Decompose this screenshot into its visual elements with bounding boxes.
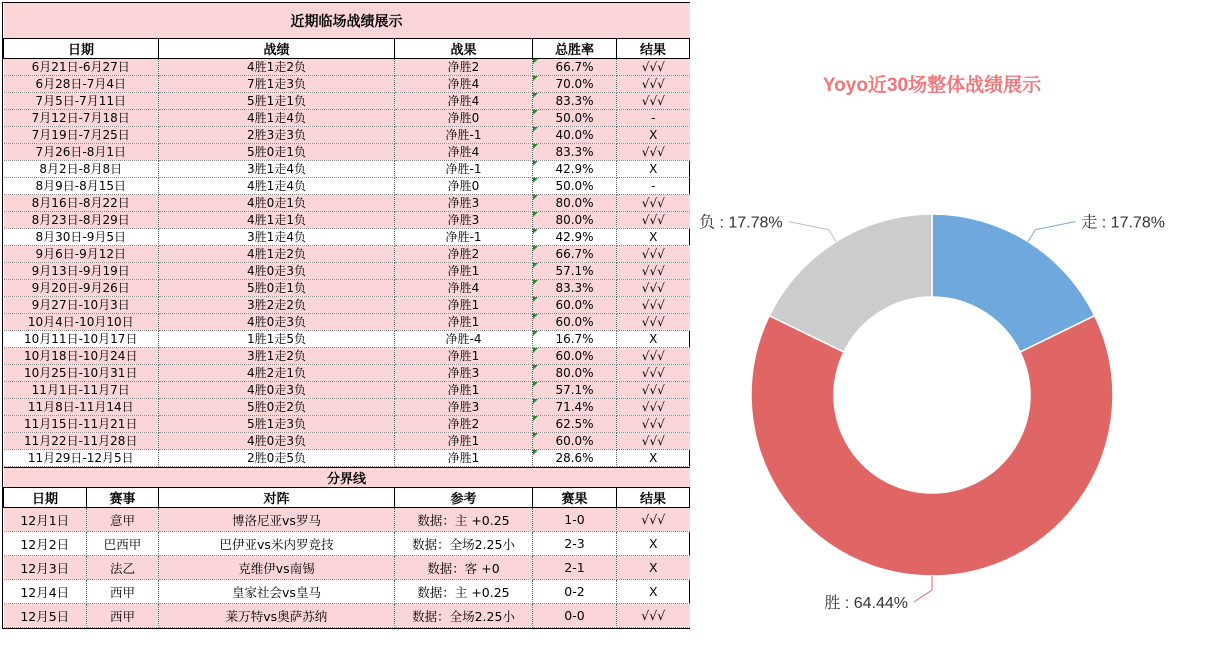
- cell-date: 9月6日-9月12日: [4, 246, 159, 263]
- match-row: [4, 580, 690, 604]
- cell-date: 7月19日-7月25日: [4, 127, 159, 144]
- match-cell-result: √√√: [617, 604, 690, 628]
- cell-record: 4胜1走4负: [159, 178, 395, 195]
- cell-net: 净胜4: [395, 76, 533, 93]
- cell-rate: 60.0%: [533, 314, 617, 331]
- cell-net: 净胜4: [395, 144, 533, 161]
- match-cell-teams: 皇家社会vs皇马: [159, 580, 395, 604]
- cell-rate: 83.3%: [533, 280, 617, 297]
- table-row: [4, 127, 690, 144]
- cell-record: 4胜1走4负: [159, 110, 395, 127]
- table-row: [4, 399, 690, 416]
- match-column-header: 赛事: [87, 488, 159, 508]
- cell-record: 4胜0走3负: [159, 314, 395, 331]
- cell-net: 净胜-1: [395, 161, 533, 178]
- cell-date: 6月21日-6月27日: [4, 59, 159, 76]
- match-cell-ref: 数据：全场2.25小: [395, 604, 533, 628]
- cell-result: -: [617, 178, 690, 195]
- cell-result: √√√: [617, 195, 690, 212]
- cell-result: √√√: [617, 433, 690, 450]
- table-row: [4, 314, 690, 331]
- cell-date: 8月23日-8月29日: [4, 212, 159, 229]
- column-header: 战绩: [159, 39, 395, 59]
- match-cell-result: √√√: [617, 508, 690, 532]
- cell-record: 5胜1走1负: [159, 93, 395, 110]
- cell-date: 11月1日-11月7日: [4, 382, 159, 399]
- cell-record: 1胜1走5负: [159, 331, 395, 348]
- match-row: [4, 508, 690, 532]
- cell-date: 11月15日-11月21日: [4, 416, 159, 433]
- cell-rate: 66.7%: [533, 59, 617, 76]
- cell-record: 5胜0走1负: [159, 280, 395, 297]
- match-column-header: 日期: [4, 488, 87, 508]
- match-row: [4, 556, 690, 580]
- cell-rate: 60.0%: [533, 433, 617, 450]
- cell-date: 11月29日-12月5日: [4, 450, 159, 467]
- match-cell-teams: 克维伊vs南锡: [159, 556, 395, 580]
- cell-result: √√√: [617, 416, 690, 433]
- match-cell-league: 西甲: [87, 580, 159, 604]
- cell-net: 净胜0: [395, 110, 533, 127]
- cell-net: 净胜1: [395, 314, 533, 331]
- cell-result: -: [617, 110, 690, 127]
- separator-row: 分界线: [4, 468, 690, 488]
- match-cell-teams: 博洛尼亚vs罗马: [159, 508, 395, 532]
- cell-date: 9月20日-9月26日: [4, 280, 159, 297]
- cell-rate: 80.0%: [533, 212, 617, 229]
- table-row: [4, 297, 690, 314]
- table-row: [4, 280, 690, 297]
- table-row: [4, 263, 690, 280]
- match-cell-date: 12月4日: [4, 580, 87, 604]
- cell-record: 4胜1走1负: [159, 212, 395, 229]
- cell-date: 10月11日-10月17日: [4, 331, 159, 348]
- cell-date: 7月26日-8月1日: [4, 144, 159, 161]
- cell-rate: 57.1%: [533, 263, 617, 280]
- cell-record: 3胜2走2负: [159, 297, 395, 314]
- cell-result: √√√: [617, 399, 690, 416]
- match-cell-result: X: [617, 532, 690, 556]
- match-column-header: 赛果: [533, 488, 617, 508]
- table-row: [4, 195, 690, 212]
- cell-record: 4胜0走1负: [159, 195, 395, 212]
- cell-rate: 70.0%: [533, 76, 617, 93]
- cell-record: 3胜1走4负: [159, 229, 395, 246]
- table-row: [4, 178, 690, 195]
- table-row: [4, 110, 690, 127]
- cell-result: √√√: [617, 314, 690, 331]
- cell-rate: 28.6%: [533, 450, 617, 467]
- table-row: [4, 246, 690, 263]
- table-row: [4, 144, 690, 161]
- cell-result: √√√: [617, 144, 690, 161]
- cell-rate: 62.5%: [533, 416, 617, 433]
- cell-rate: 80.0%: [533, 195, 617, 212]
- cell-date: 11月22日-11月28日: [4, 433, 159, 450]
- cell-date: 9月13日-9月19日: [4, 263, 159, 280]
- table-row: [4, 212, 690, 229]
- cell-date: 8月2日-8月8日: [4, 161, 159, 178]
- cell-net: 净胜3: [395, 212, 533, 229]
- table-row: [4, 59, 690, 76]
- cell-record: 4胜0走3负: [159, 382, 395, 399]
- match-cell-ref: 数据：主 +0.25: [395, 508, 533, 532]
- cell-rate: 16.7%: [533, 331, 617, 348]
- match-cell-ref: 数据：客 +0: [395, 556, 533, 580]
- table-row: [4, 365, 690, 382]
- match-row: [4, 604, 690, 628]
- cell-net: 净胜1: [395, 348, 533, 365]
- label-line: [1028, 222, 1075, 242]
- cell-result: √√√: [617, 263, 690, 280]
- table-row: [4, 76, 690, 93]
- cell-rate: 66.7%: [533, 246, 617, 263]
- cell-rate: 50.0%: [533, 178, 617, 195]
- table-row: [4, 331, 690, 348]
- cell-rate: 42.9%: [533, 229, 617, 246]
- cell-net: 净胜1: [395, 450, 533, 467]
- cell-result: √√√: [617, 280, 690, 297]
- cell-record: 4胜1走2负: [159, 59, 395, 76]
- slice-label: 走 : 17.78%: [1081, 214, 1165, 232]
- donut-chart: [690, 150, 1210, 620]
- table-row: [4, 416, 690, 433]
- cell-record: 5胜0走2负: [159, 399, 395, 416]
- cell-result: X: [617, 450, 690, 467]
- cell-date: 7月12日-7月18日: [4, 110, 159, 127]
- cell-date: 10月4日-10月10日: [4, 314, 159, 331]
- match-row: [4, 532, 690, 556]
- cell-result: X: [617, 161, 690, 178]
- column-header: 结果: [617, 39, 690, 59]
- cell-rate: 60.0%: [533, 348, 617, 365]
- match-cell-date: 12月2日: [4, 532, 87, 556]
- cell-net: 净胜4: [395, 280, 533, 297]
- match-cell-ref: 数据：全场2.25小: [395, 532, 533, 556]
- label-line: [789, 222, 836, 242]
- cell-net: 净胜-1: [395, 229, 533, 246]
- cell-date: 8月16日-8月22日: [4, 195, 159, 212]
- cell-result: √√√: [617, 382, 690, 399]
- cell-result: √√√: [617, 76, 690, 93]
- table-row: [4, 348, 690, 365]
- match-cell-result: X: [617, 580, 690, 604]
- cell-net: 净胜1: [395, 382, 533, 399]
- cell-rate: 50.0%: [533, 110, 617, 127]
- record-table: [2, 2, 690, 629]
- match-cell-teams: 莱万特vs奥萨苏纳: [159, 604, 395, 628]
- cell-net: 净胜1: [395, 263, 533, 280]
- table-title: 近期临场战绩展示: [4, 3, 690, 39]
- cell-record: 4胜2走1负: [159, 365, 395, 382]
- cell-net: 净胜2: [395, 59, 533, 76]
- match-cell-teams: 巴伊亚vs米内罗竞技: [159, 532, 395, 556]
- cell-record: 2胜0走5负: [159, 450, 395, 467]
- match-cell-score: 0-0: [533, 604, 617, 628]
- cell-net: 净胜2: [395, 416, 533, 433]
- cell-record: 4胜0走3负: [159, 263, 395, 280]
- pie-slice[interactable]: [751, 316, 1113, 576]
- cell-rate: 83.3%: [533, 93, 617, 110]
- column-header: 日期: [4, 39, 159, 59]
- cell-net: 净胜3: [395, 365, 533, 382]
- cell-record: 5胜0走1负: [159, 144, 395, 161]
- match-column-header: 对阵: [159, 488, 395, 508]
- table-row: [4, 433, 690, 450]
- cell-date: 8月9日-8月15日: [4, 178, 159, 195]
- cell-rate: 71.4%: [533, 399, 617, 416]
- table-row: [4, 161, 690, 178]
- cell-date: 10月18日-10月24日: [4, 348, 159, 365]
- table-row: [4, 450, 690, 467]
- cell-date: 8月30日-9月5日: [4, 229, 159, 246]
- match-cell-score: 2-1: [533, 556, 617, 580]
- slice-label: 胜 : 64.44%: [824, 595, 908, 612]
- match-cell-score: 1-0: [533, 508, 617, 532]
- match-cell-result: X: [617, 556, 690, 580]
- cell-record: 7胜1走3负: [159, 76, 395, 93]
- cell-result: √√√: [617, 212, 690, 229]
- table-row: [4, 382, 690, 399]
- cell-record: 4胜1走2负: [159, 246, 395, 263]
- match-cell-league: 法乙: [87, 556, 159, 580]
- cell-rate: 83.3%: [533, 144, 617, 161]
- cell-result: X: [617, 127, 690, 144]
- cell-result: √√√: [617, 297, 690, 314]
- cell-result: √√√: [617, 59, 690, 76]
- cell-record: 4胜0走3负: [159, 433, 395, 450]
- cell-date: 7月5日-7月11日: [4, 93, 159, 110]
- cell-result: √√√: [617, 246, 690, 263]
- cell-date: 9月27日-10月3日: [4, 297, 159, 314]
- cell-net: 净胜-1: [395, 127, 533, 144]
- cell-net: 净胜2: [395, 246, 533, 263]
- column-header: 战果: [395, 39, 533, 59]
- cell-rate: 57.1%: [533, 382, 617, 399]
- cell-rate: 80.0%: [533, 365, 617, 382]
- cell-rate: 60.0%: [533, 297, 617, 314]
- match-cell-league: 西甲: [87, 604, 159, 628]
- cell-rate: 40.0%: [533, 127, 617, 144]
- cell-net: 净胜3: [395, 399, 533, 416]
- table-row: [4, 229, 690, 246]
- cell-date: 10月25日-10月31日: [4, 365, 159, 382]
- slice-label: 负 : 17.78%: [699, 214, 783, 232]
- match-column-header: 结果: [617, 488, 690, 508]
- match-cell-league: 巴西甲: [87, 532, 159, 556]
- match-cell-date: 12月5日: [4, 604, 87, 628]
- match-cell-score: 0-2: [533, 580, 617, 604]
- match-cell-date: 12月1日: [4, 508, 87, 532]
- chart-title: Yoyo近30场整体战绩展示: [822, 75, 1042, 96]
- cell-result: √√√: [617, 93, 690, 110]
- match-cell-score: 2-3: [533, 532, 617, 556]
- cell-date: 11月8日-11月14日: [4, 399, 159, 416]
- cell-record: 2胜3走3负: [159, 127, 395, 144]
- match-cell-league: 意甲: [87, 508, 159, 532]
- cell-net: 净胜0: [395, 178, 533, 195]
- label-line: [914, 576, 932, 602]
- match-column-header: 参考: [395, 488, 533, 508]
- cell-net: 净胜4: [395, 93, 533, 110]
- match-cell-ref: 数据：主 +0.25: [395, 580, 533, 604]
- column-header: 总胜率: [533, 39, 617, 59]
- cell-result: √√√: [617, 365, 690, 382]
- cell-net: 净胜1: [395, 297, 533, 314]
- cell-record: 3胜1走4负: [159, 161, 395, 178]
- cell-result: √√√: [617, 348, 690, 365]
- cell-result: X: [617, 229, 690, 246]
- cell-result: X: [617, 331, 690, 348]
- cell-net: 净胜1: [395, 433, 533, 450]
- cell-net: 净胜-4: [395, 331, 533, 348]
- cell-date: 6月28日-7月4日: [4, 76, 159, 93]
- match-cell-date: 12月3日: [4, 556, 87, 580]
- cell-record: 5胜1走3负: [159, 416, 395, 433]
- cell-net: 净胜3: [395, 195, 533, 212]
- table-row: [4, 93, 690, 110]
- cell-rate: 42.9%: [533, 161, 617, 178]
- cell-record: 3胜1走2负: [159, 348, 395, 365]
